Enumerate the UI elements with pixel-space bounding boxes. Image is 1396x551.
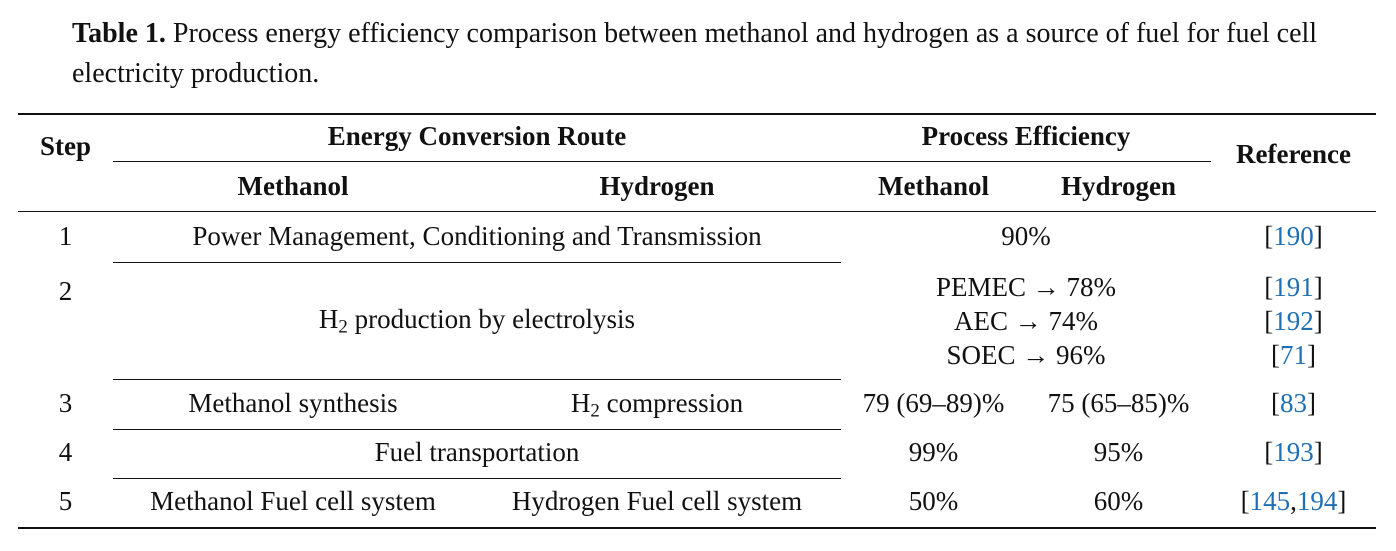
row3-methanol-eff: 79 (69–89)%	[862, 388, 1005, 418]
header-step: Step	[39, 131, 91, 161]
row4-rule	[113, 478, 841, 479]
row2-route: $H_2$ production by electrolysis	[318, 304, 636, 338]
row2-rule	[113, 379, 841, 380]
row2-reference: [191] [192] [71]	[1264, 272, 1323, 370]
header-eff-hydrogen: Hydrogen	[1060, 171, 1176, 201]
citation-link[interactable]: 193	[1273, 437, 1314, 467]
row1-efficiency: 90%	[1001, 221, 1051, 251]
citation-link[interactable]: 194	[1296, 486, 1338, 516]
row5-step: 5	[58, 486, 73, 516]
route-header-rule	[113, 161, 841, 162]
row3-hydrogen-eff: 75 (65–85)%	[1047, 388, 1190, 418]
row2-step: 2	[58, 276, 73, 306]
row5-methanol-route: Methanol Fuel cell system	[150, 486, 436, 516]
row3-hydrogen-route: $H_2$ compression	[570, 388, 744, 422]
row3-reference: [83]	[1271, 388, 1316, 418]
header-route-hydrogen: Hydrogen	[599, 171, 715, 201]
row3-rule	[113, 429, 841, 430]
row5-hydrogen-route: Hydrogen Fuel cell system	[511, 486, 803, 516]
row3-methanol-route: Methanol synthesis	[188, 388, 398, 418]
row5-reference: [145,194]	[1240, 486, 1347, 516]
header-eff-methanol: Methanol	[878, 171, 989, 201]
citation-link[interactable]: 191	[1273, 272, 1314, 302]
efficiency-line: PEMEC → 78%	[935, 272, 1116, 302]
efficiency-header-rule	[841, 161, 1211, 162]
row5-methanol-eff: 50%	[908, 486, 959, 516]
table-caption	[72, 14, 1342, 94]
row1-reference[interactable]: [190]	[1264, 221, 1323, 251]
row1-route: Power Management, Conditioning and Transmission	[192, 221, 762, 251]
caption-text: Process energy efficiency comparison between methanol and hydrogen as a source of fuel for fuel cell electricity production.	[72, 18, 1318, 89]
header-reference: Reference	[1236, 139, 1351, 169]
row4-reference: [193]	[1264, 437, 1323, 467]
efficiency-line: SOEC → 96%	[946, 340, 1106, 370]
citation-link[interactable]: 145	[1249, 486, 1291, 516]
citation-link[interactable]: 192	[1273, 306, 1314, 336]
header-route: Energy Conversion Route	[327, 121, 627, 151]
top-rule	[18, 113, 1376, 115]
header-bottom-rule	[18, 211, 1376, 212]
citation-link[interactable]: 83	[1280, 388, 1307, 418]
row3-step: 3	[58, 388, 73, 418]
header-efficiency: Process Efficiency	[921, 121, 1131, 151]
row2-efficiency	[841, 270, 1211, 372]
row4-route: Fuel transportation	[374, 437, 580, 467]
caption-label: Table 1.	[72, 18, 166, 49]
row4-step: 4	[58, 437, 73, 467]
citation-link[interactable]: 71	[1280, 340, 1307, 370]
row4-hydrogen-eff: 95%	[1093, 437, 1144, 467]
row5-hydrogen-eff: 60%	[1093, 486, 1144, 516]
citation-link[interactable]: 190	[1273, 221, 1314, 251]
efficiency-line: AEC → 74%	[954, 306, 1098, 336]
row1-step: 1	[58, 221, 73, 251]
row4-methanol-eff: 99%	[908, 437, 959, 467]
bottom-rule	[18, 527, 1376, 529]
row1-rule	[113, 262, 841, 263]
header-route-methanol: Methanol	[237, 171, 349, 201]
